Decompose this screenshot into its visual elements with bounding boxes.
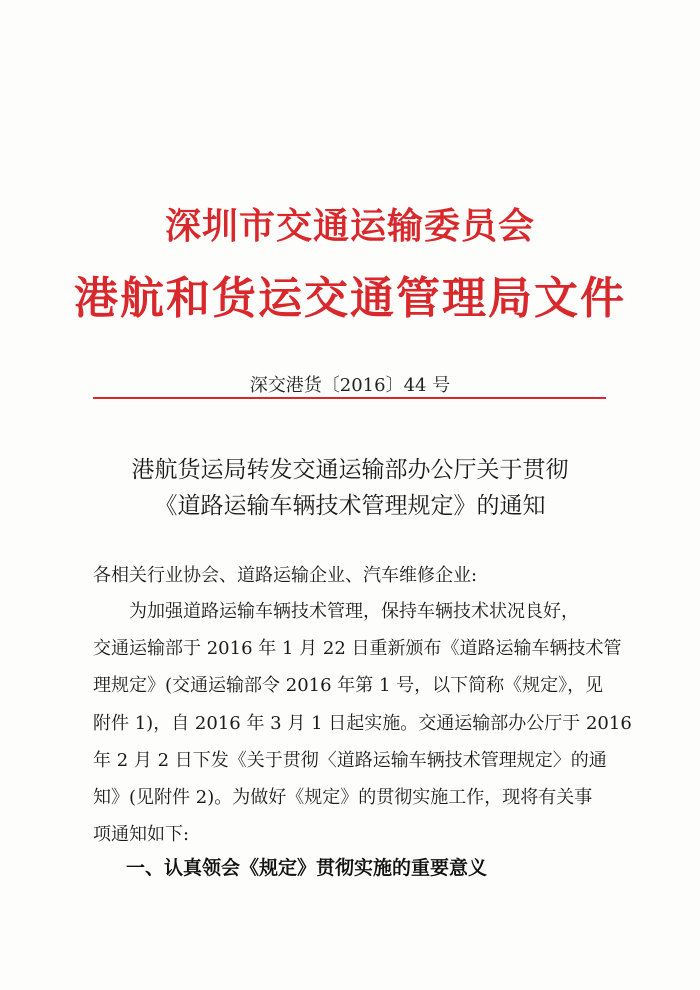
paragraph-line: 附件 1)，自 2016 年 3 月 1 日起实施。交通运输部办公厅于 2016	[93, 713, 632, 734]
issuing-authority-line-2: 港航和货运交通管理局文件	[74, 273, 626, 324]
paragraph-line: 年 2 月 2 日下发《关于贯彻〈道路运输车辆技术管理规定〉的通	[93, 750, 607, 771]
salutation: 各相关行业协会、道路运输企业、汽车维修企业:	[93, 565, 478, 586]
document-title-line-1: 港航货运局转发交通运输部办公厅关于贯彻	[131, 457, 569, 483]
issuing-authority-line-1: 深圳市交通运输委员会	[164, 205, 535, 247]
document-title-line-2: 《道路运输车辆技术管理规定》的通知	[154, 493, 546, 519]
paragraph-line: 为加强道路运输车辆技术管理，保持车辆技术状况良好，	[129, 601, 579, 622]
paragraph-line: 交通运输部于 2016 年 1 月 22 日重新颁布《道路运输车辆技术管	[93, 638, 622, 659]
paragraph-line: 理规定》(交通运输部令 2016 年第 1 号，以下简称《规定》，见	[93, 675, 604, 696]
red-divider-line	[93, 397, 606, 399]
paragraph-line: 知》(见附件 2)。为做好《规定》的贯彻实施工作，现将有关事	[93, 787, 593, 808]
section-heading-1: 一、认真领会《规定》贯彻实施的重要意义	[126, 857, 488, 879]
document-number: 深交港货〔2016〕44 号	[249, 375, 451, 396]
paragraph-line: 项通知如下:	[93, 824, 190, 845]
